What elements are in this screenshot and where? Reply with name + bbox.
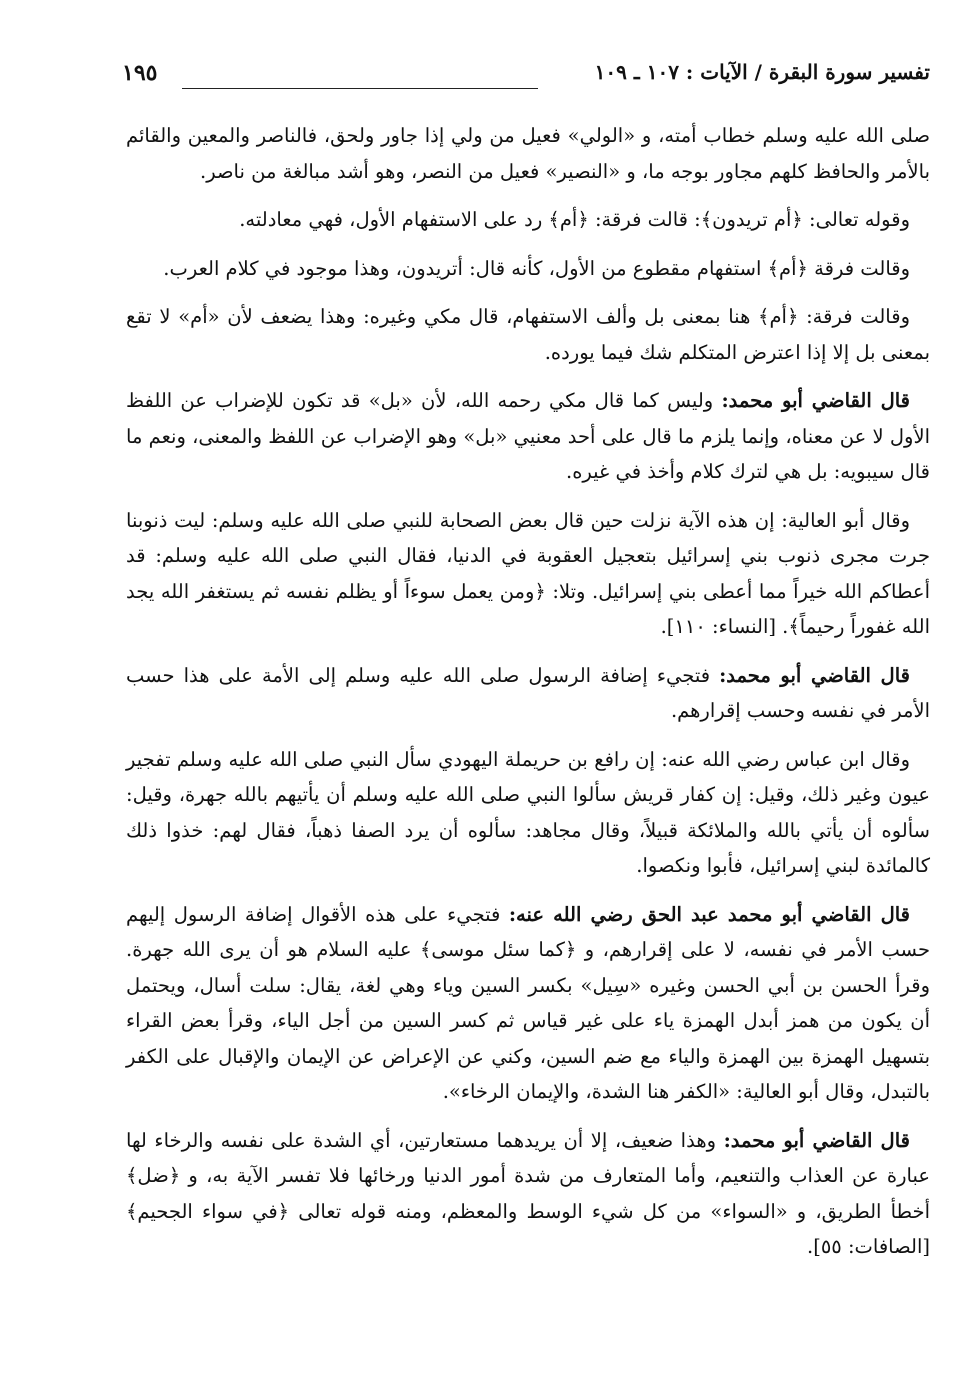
paragraph-text: وقالت فرقة ﴿أم﴾ استفهام مقطوع من الأول، كأنه قال: أتريدون، وهذا موجود في كلام العرب. <box>163 256 910 280</box>
paragraph-text: فتجيء على هذه الأقوال إضافة الرسول إليهم حسب الأمر في نفسه، لا على إقرارهم، و ﴿كما سئل موسى﴾ عليه السلام هو أن يرى الله جهرة. وقرأ الحسن بن أبي الحسن وغيره «سِيل» بكسر السين وياء وهي لغة، يقال: سلت أسال، ويحتمل أن يكون من همز أبدل الهمزة ياء على غير قياس ثم كسر السين من أجل الياء، وقرأ بعض القراء بتسهيل الهمزة بين الهمزة والياء مع ضم السين، وكني عن الإعراض عن الإيمان والإقبال على الكفر بالتبدل، وقال أبو العالية: «الكفر هنا الشدة، والإيمان الرخاء». <box>126 902 930 1103</box>
paragraph-text: وقال أبو العالية: إن هذه الآية نزلت حين قال بعض الصحابة للنبي صلى الله عليه وسلم: ليت ذنوبنا جرت مجرى ذنوب بني إسرائيل بتعجيل العقوبة في الدنيا، فقال النبي صلى الله عليه وسلم: قد أعطاكم الله خيراً مما أعطى بني إسرائيل. وتلا: ﴿ومن يعمل سوءاً أو يظلم نفسه ثم يستغفر الله يجد الله غفوراً رحيماً﴾. [النساء: ١١٠]. <box>126 508 930 638</box>
speaker-label: قال القاضي أبو محمد: <box>723 1128 910 1152</box>
paragraph <box>126 251 930 287</box>
paragraph-text: فتجيء إضافة الرسول صلى الله عليه وسلم إلى الأمة على هذا حسب الأمر في نفسه وحسب إقرارهم. <box>126 663 930 722</box>
paragraph <box>126 1123 930 1265</box>
paragraph-text: وهذا ضعيف، إلا أن يريدهما مستعارتين، أي الشدة على نفسه والرخاء لها عبارة عن العذاب والتنعيم، وأما المتعارف من شدة أمور الدنيا ورخائها فلا تفسر الآية به، و ﴿ضل﴾ أخطأ الطريق، و «السواء» من كل شيء الوسط والمعظم، ومنه قوله تعالى ﴿في سواء الجحيم﴾ [الصافات: ٥٥]. <box>126 1128 930 1258</box>
paragraph-text: صلى الله عليه وسلم خطاب أمته، و «الولي» فعيل من ولي إذا جاور ولحق، فالناصر والمعين والقائم بالأمر والحافظ كلهم مجاور بوجه ما، و «النصير» فعيل من النصر، وهو أشد مبالغة من ناصر. <box>126 124 930 183</box>
page-number: ١٩٥ <box>122 60 158 86</box>
paragraph <box>126 118 930 189</box>
body-text <box>126 118 930 1278</box>
paragraph-text: وقوله تعالى: ﴿أم تريدون﴾: قالت فرقة: ﴿أم﴾ رد على الاستفهام الأول، فهي معادلته. <box>239 208 910 231</box>
paragraph <box>126 202 930 238</box>
speaker-label: قال القاضي أبو محمد: <box>719 663 910 687</box>
paragraph <box>126 383 930 490</box>
running-header <box>122 58 930 98</box>
paragraph <box>126 897 930 1110</box>
paragraph <box>126 742 930 884</box>
paragraph <box>126 503 930 645</box>
paragraph-text: وليس كما قال مكي رحمه الله، لأن «بل» قد تكون للإضراب عن اللفظ الأول لا عن معناه، وإنما يلزم ما قال على أحد معنيي «بل» وهو الإضراب عن اللفظ والمعنى، ونعم ما قال سيبويه: بل هي لترك كلام وأخذ في غيره. <box>126 389 930 483</box>
speaker-label: قال القاضي أبو محمد عبد الحق رضي الله عنه: <box>508 902 911 926</box>
paragraph <box>126 658 930 729</box>
paragraph-text: وقال ابن عباس رضي الله عنه: إن رافع بن حريملة اليهودي سأل النبي صلى الله عليه وسلم تفجير عيون وغير ذلك، وقيل: إن كفار قريش سألوا النبي صلى الله عليه وسلم أن يأتيهم بالله جهرة، وقيل: سألوه أن يأتي بالله والملائكة قبيلاً، وقال مجاهد: سألوه أن يرد الصفا ذهباً، فقال لهم: خذوا ذلك كالمائدة لبني إسرائيل، فأبوا ونكصوا. <box>126 747 930 877</box>
paragraph <box>126 299 930 370</box>
speaker-label: قال القاضي أبو محمد: <box>721 389 911 412</box>
header-rule <box>182 88 538 89</box>
paragraph-text: وقالت فرقة: ﴿أم﴾ هنا بمعنى بل وألف الاستفهام، قال مكي وغيره: وهذا يضعف لأن «أم» لا تقع بمعنى بل إلا إذا اعترض المتكلم شك فيما يورده. <box>126 305 930 364</box>
header-title: تفسير سورة البقرة / الآيات : ١٠٧ ـ ١٠٩ <box>594 60 930 84</box>
